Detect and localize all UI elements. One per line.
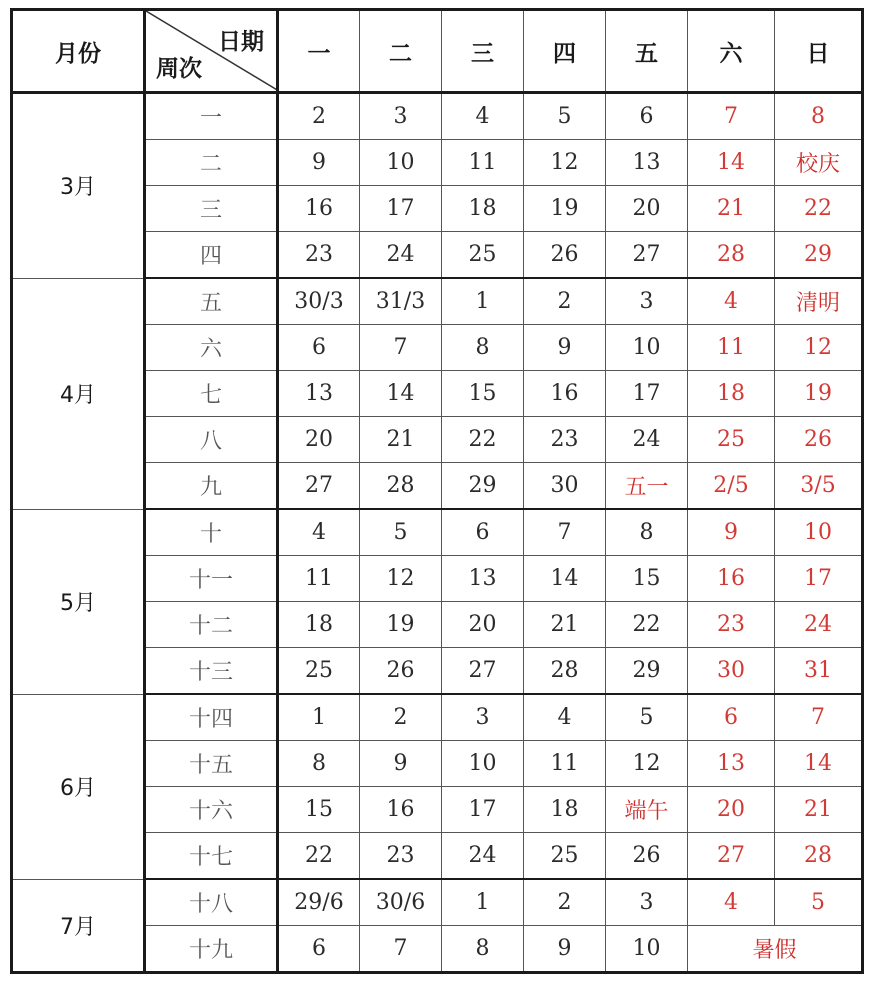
date-cell: 9 bbox=[278, 140, 360, 186]
holiday-cell-may-day: 五一 bbox=[606, 463, 688, 510]
holiday-cell-summer-vacation: 暑假 bbox=[688, 926, 863, 973]
sunday-cell: 19 bbox=[775, 371, 863, 417]
date-cell: 22 bbox=[278, 833, 360, 880]
week-number: 七 bbox=[145, 371, 278, 417]
month-column-header: 月份 bbox=[12, 10, 145, 93]
sunday-cell: 29 bbox=[775, 232, 863, 279]
date-cell: 17 bbox=[442, 787, 524, 833]
sunday-cell: 5 bbox=[775, 879, 863, 926]
date-cell: 9 bbox=[524, 325, 606, 371]
date-cell: 21 bbox=[360, 417, 442, 463]
date-cell: 11 bbox=[524, 741, 606, 787]
week-number: 十三 bbox=[145, 648, 278, 695]
week-number: 三 bbox=[145, 186, 278, 232]
date-cell: 14 bbox=[360, 371, 442, 417]
saturday-cell: 2/5 bbox=[688, 463, 775, 510]
date-cell: 1 bbox=[278, 694, 360, 741]
week-number: 八 bbox=[145, 417, 278, 463]
week-header-label: 周次 bbox=[156, 56, 202, 82]
date-cell: 12 bbox=[524, 140, 606, 186]
date-cell: 11 bbox=[278, 556, 360, 602]
date-cell: 15 bbox=[606, 556, 688, 602]
date-cell: 16 bbox=[360, 787, 442, 833]
date-cell: 1 bbox=[442, 278, 524, 325]
sunday-cell: 10 bbox=[775, 509, 863, 556]
date-cell: 15 bbox=[278, 787, 360, 833]
date-cell: 20 bbox=[442, 602, 524, 648]
saturday-cell: 13 bbox=[688, 741, 775, 787]
date-cell: 17 bbox=[606, 371, 688, 417]
date-cell: 15 bbox=[442, 371, 524, 417]
date-cell: 30/3 bbox=[278, 278, 360, 325]
saturday-cell: 25 bbox=[688, 417, 775, 463]
date-cell: 26 bbox=[606, 833, 688, 880]
date-cell: 2 bbox=[278, 93, 360, 140]
date-cell: 4 bbox=[524, 694, 606, 741]
date-cell: 9 bbox=[360, 741, 442, 787]
date-cell: 13 bbox=[442, 556, 524, 602]
date-cell: 8 bbox=[442, 926, 524, 973]
date-cell: 16 bbox=[278, 186, 360, 232]
date-cell: 3 bbox=[606, 278, 688, 325]
saturday-cell: 4 bbox=[688, 278, 775, 325]
date-cell: 5 bbox=[360, 509, 442, 556]
saturday-cell: 4 bbox=[688, 879, 775, 926]
date-cell: 25 bbox=[442, 232, 524, 279]
week-number: 十九 bbox=[145, 926, 278, 973]
day-header-fri: 五 bbox=[606, 10, 688, 93]
sunday-cell: 21 bbox=[775, 787, 863, 833]
week-number: 十五 bbox=[145, 741, 278, 787]
saturday-cell: 7 bbox=[688, 93, 775, 140]
date-cell: 4 bbox=[442, 93, 524, 140]
date-cell: 5 bbox=[524, 93, 606, 140]
date-cell: 19 bbox=[360, 602, 442, 648]
date-cell: 24 bbox=[606, 417, 688, 463]
month-label-june: 6月 bbox=[12, 694, 145, 879]
date-cell: 6 bbox=[606, 93, 688, 140]
week-number: 六 bbox=[145, 325, 278, 371]
day-header-mon: 一 bbox=[278, 10, 360, 93]
sunday-cell: 12 bbox=[775, 325, 863, 371]
date-cell: 6 bbox=[278, 325, 360, 371]
holiday-cell-qingming: 清明 bbox=[775, 278, 863, 325]
sunday-cell: 8 bbox=[775, 93, 863, 140]
header-row bbox=[12, 10, 863, 93]
sunday-cell: 3/5 bbox=[775, 463, 863, 510]
sunday-cell: 31 bbox=[775, 648, 863, 695]
date-cell: 20 bbox=[606, 186, 688, 232]
date-cell: 10 bbox=[442, 741, 524, 787]
saturday-cell: 30 bbox=[688, 648, 775, 695]
date-cell: 8 bbox=[606, 509, 688, 556]
diagonal-header-cell bbox=[145, 10, 278, 93]
saturday-cell: 28 bbox=[688, 232, 775, 279]
date-cell: 10 bbox=[360, 140, 442, 186]
date-cell: 8 bbox=[442, 325, 524, 371]
week-number: 十八 bbox=[145, 879, 278, 926]
week-row bbox=[12, 694, 863, 741]
date-cell: 27 bbox=[606, 232, 688, 279]
week-number: 十一 bbox=[145, 556, 278, 602]
month-label-may: 5月 bbox=[12, 509, 145, 694]
date-cell: 10 bbox=[606, 325, 688, 371]
date-cell: 21 bbox=[524, 602, 606, 648]
date-cell: 26 bbox=[360, 648, 442, 695]
date-cell: 18 bbox=[442, 186, 524, 232]
date-cell: 5 bbox=[606, 694, 688, 741]
date-cell: 26 bbox=[524, 232, 606, 279]
date-cell: 25 bbox=[524, 833, 606, 880]
week-number: 十 bbox=[145, 509, 278, 556]
date-cell: 11 bbox=[442, 140, 524, 186]
date-cell: 6 bbox=[442, 509, 524, 556]
saturday-cell: 14 bbox=[688, 140, 775, 186]
date-cell: 9 bbox=[524, 926, 606, 973]
date-cell: 2 bbox=[524, 278, 606, 325]
holiday-cell-school-anniversary: 校庆 bbox=[775, 140, 863, 186]
date-cell: 27 bbox=[442, 648, 524, 695]
day-header-thu: 四 bbox=[524, 10, 606, 93]
week-number: 九 bbox=[145, 463, 278, 510]
week-number: 一 bbox=[145, 93, 278, 140]
date-cell: 3 bbox=[606, 879, 688, 926]
date-header-label: 日期 bbox=[218, 29, 264, 55]
week-number: 二 bbox=[145, 140, 278, 186]
month-label-march: 3月 bbox=[12, 93, 145, 279]
sunday-cell: 24 bbox=[775, 602, 863, 648]
saturday-cell: 6 bbox=[688, 694, 775, 741]
date-cell: 29 bbox=[606, 648, 688, 695]
date-cell: 7 bbox=[360, 926, 442, 973]
holiday-cell-dragon-boat: 端午 bbox=[606, 787, 688, 833]
month-label-july: 7月 bbox=[12, 879, 145, 973]
date-cell: 19 bbox=[524, 186, 606, 232]
saturday-cell: 11 bbox=[688, 325, 775, 371]
date-cell: 13 bbox=[278, 371, 360, 417]
date-cell: 22 bbox=[606, 602, 688, 648]
date-cell: 17 bbox=[360, 186, 442, 232]
date-cell: 2 bbox=[360, 694, 442, 741]
week-number: 十七 bbox=[145, 833, 278, 880]
date-cell: 3 bbox=[442, 694, 524, 741]
date-cell: 30/6 bbox=[360, 879, 442, 926]
day-header-sun: 日 bbox=[775, 10, 863, 93]
date-cell: 23 bbox=[278, 232, 360, 279]
week-number: 十二 bbox=[145, 602, 278, 648]
date-cell: 27 bbox=[278, 463, 360, 510]
sunday-cell: 26 bbox=[775, 417, 863, 463]
sunday-cell: 22 bbox=[775, 186, 863, 232]
date-cell: 4 bbox=[278, 509, 360, 556]
sunday-cell: 7 bbox=[775, 694, 863, 741]
date-cell: 22 bbox=[442, 417, 524, 463]
school-calendar-table bbox=[10, 8, 864, 974]
week-row bbox=[12, 278, 863, 325]
date-cell: 12 bbox=[606, 741, 688, 787]
sunday-cell: 28 bbox=[775, 833, 863, 880]
date-cell: 24 bbox=[442, 833, 524, 880]
week-number: 十六 bbox=[145, 787, 278, 833]
day-header-tue: 二 bbox=[360, 10, 442, 93]
saturday-cell: 9 bbox=[688, 509, 775, 556]
date-cell: 10 bbox=[606, 926, 688, 973]
date-cell: 6 bbox=[278, 926, 360, 973]
day-header-wed: 三 bbox=[442, 10, 524, 93]
sunday-cell: 14 bbox=[775, 741, 863, 787]
month-label-april: 4月 bbox=[12, 278, 145, 509]
date-cell: 12 bbox=[360, 556, 442, 602]
date-cell: 28 bbox=[360, 463, 442, 510]
date-cell: 23 bbox=[524, 417, 606, 463]
date-cell: 1 bbox=[442, 879, 524, 926]
date-cell: 30 bbox=[524, 463, 606, 510]
date-cell: 16 bbox=[524, 371, 606, 417]
date-cell: 28 bbox=[524, 648, 606, 695]
saturday-cell: 23 bbox=[688, 602, 775, 648]
date-cell: 3 bbox=[360, 93, 442, 140]
week-number: 四 bbox=[145, 232, 278, 279]
date-cell: 20 bbox=[278, 417, 360, 463]
week-number: 五 bbox=[145, 278, 278, 325]
date-cell: 18 bbox=[524, 787, 606, 833]
week-row bbox=[12, 879, 863, 926]
date-cell: 23 bbox=[360, 833, 442, 880]
date-cell: 14 bbox=[524, 556, 606, 602]
sunday-cell: 17 bbox=[775, 556, 863, 602]
week-number: 十四 bbox=[145, 694, 278, 741]
saturday-cell: 27 bbox=[688, 833, 775, 880]
date-cell: 24 bbox=[360, 232, 442, 279]
date-cell: 29 bbox=[442, 463, 524, 510]
date-cell: 31/3 bbox=[360, 278, 442, 325]
week-row bbox=[12, 93, 863, 140]
date-cell: 18 bbox=[278, 602, 360, 648]
day-header-sat: 六 bbox=[688, 10, 775, 93]
saturday-cell: 16 bbox=[688, 556, 775, 602]
week-row bbox=[12, 509, 863, 556]
saturday-cell: 21 bbox=[688, 186, 775, 232]
date-cell: 7 bbox=[524, 509, 606, 556]
date-cell: 29/6 bbox=[278, 879, 360, 926]
saturday-cell: 18 bbox=[688, 371, 775, 417]
date-cell: 2 bbox=[524, 879, 606, 926]
date-cell: 13 bbox=[606, 140, 688, 186]
date-cell: 25 bbox=[278, 648, 360, 695]
date-cell: 7 bbox=[360, 325, 442, 371]
date-cell: 8 bbox=[278, 741, 360, 787]
saturday-cell: 20 bbox=[688, 787, 775, 833]
